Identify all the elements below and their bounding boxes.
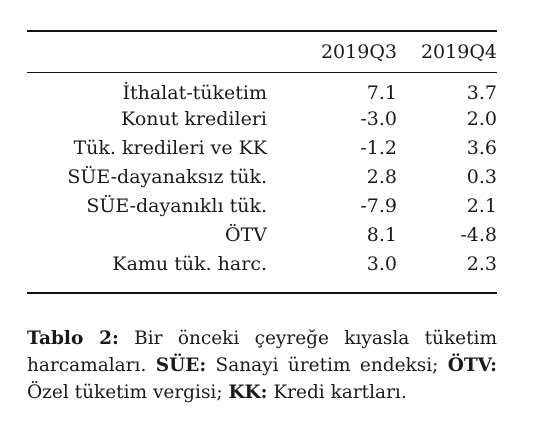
value-2019q3: 7.1 <box>366 82 397 104</box>
caption-text: Özel tüketim vergisi; <box>27 381 229 403</box>
row-label: ÖTV <box>225 223 267 246</box>
value-2019q4: -4.8 <box>460 223 497 246</box>
consumption-table <box>27 31 497 278</box>
value-2019q3: -7.9 <box>360 194 397 217</box>
caption-text: Kredi kartları. <box>267 381 407 403</box>
value-2019q4: 3.6 <box>466 136 497 159</box>
value-2019q4: 2.1 <box>466 194 497 217</box>
caption-label: Tablo 2: <box>27 327 119 349</box>
row-label: SÜE-dayanaksız tük. <box>67 165 267 188</box>
table-row <box>27 104 497 133</box>
column-header-2019q3: 2019Q3 <box>320 40 397 63</box>
value-2019q4: 0.3 <box>466 165 497 188</box>
table-bottom-rule <box>27 292 497 294</box>
table-row <box>27 162 497 191</box>
value-2019q3: -3.0 <box>360 107 397 130</box>
table-row <box>27 133 497 162</box>
table-row <box>27 220 497 249</box>
caption-abbr-kk: KK: <box>228 381 268 403</box>
caption-text: Bir önceki çeyreğe kıyasla tüketim harcamaları. <box>27 327 497 376</box>
column-header-2019q4: 2019Q4 <box>420 40 497 63</box>
row-label: Kamu tük. harc. <box>112 252 267 275</box>
value-2019q3: 8.1 <box>366 223 397 246</box>
row-label: SÜE-dayanıklı tük. <box>86 194 267 217</box>
caption-text: Sanayi üretim endeksi; <box>206 354 448 376</box>
table-row <box>27 249 497 278</box>
value-2019q3: -1.2 <box>360 136 397 159</box>
row-label: İthalat-tüketim <box>122 82 267 104</box>
header-blank <box>27 31 279 72</box>
caption-abbr-otv: ÖTV: <box>447 354 497 376</box>
table-row <box>27 72 497 104</box>
table-header-row <box>27 31 497 72</box>
value-2019q3: 3.0 <box>366 252 397 275</box>
value-2019q3: 2.8 <box>366 165 397 188</box>
row-label: Konut kredileri <box>121 107 267 130</box>
table-row <box>27 191 497 220</box>
row-label: Tük. kredileri ve KK <box>73 136 267 159</box>
value-2019q4: 3.7 <box>466 82 497 104</box>
value-2019q4: 2.0 <box>466 107 497 130</box>
value-2019q4: 2.3 <box>466 252 497 275</box>
table-caption <box>27 325 497 406</box>
caption-abbr-sue: SÜE: <box>155 354 207 376</box>
